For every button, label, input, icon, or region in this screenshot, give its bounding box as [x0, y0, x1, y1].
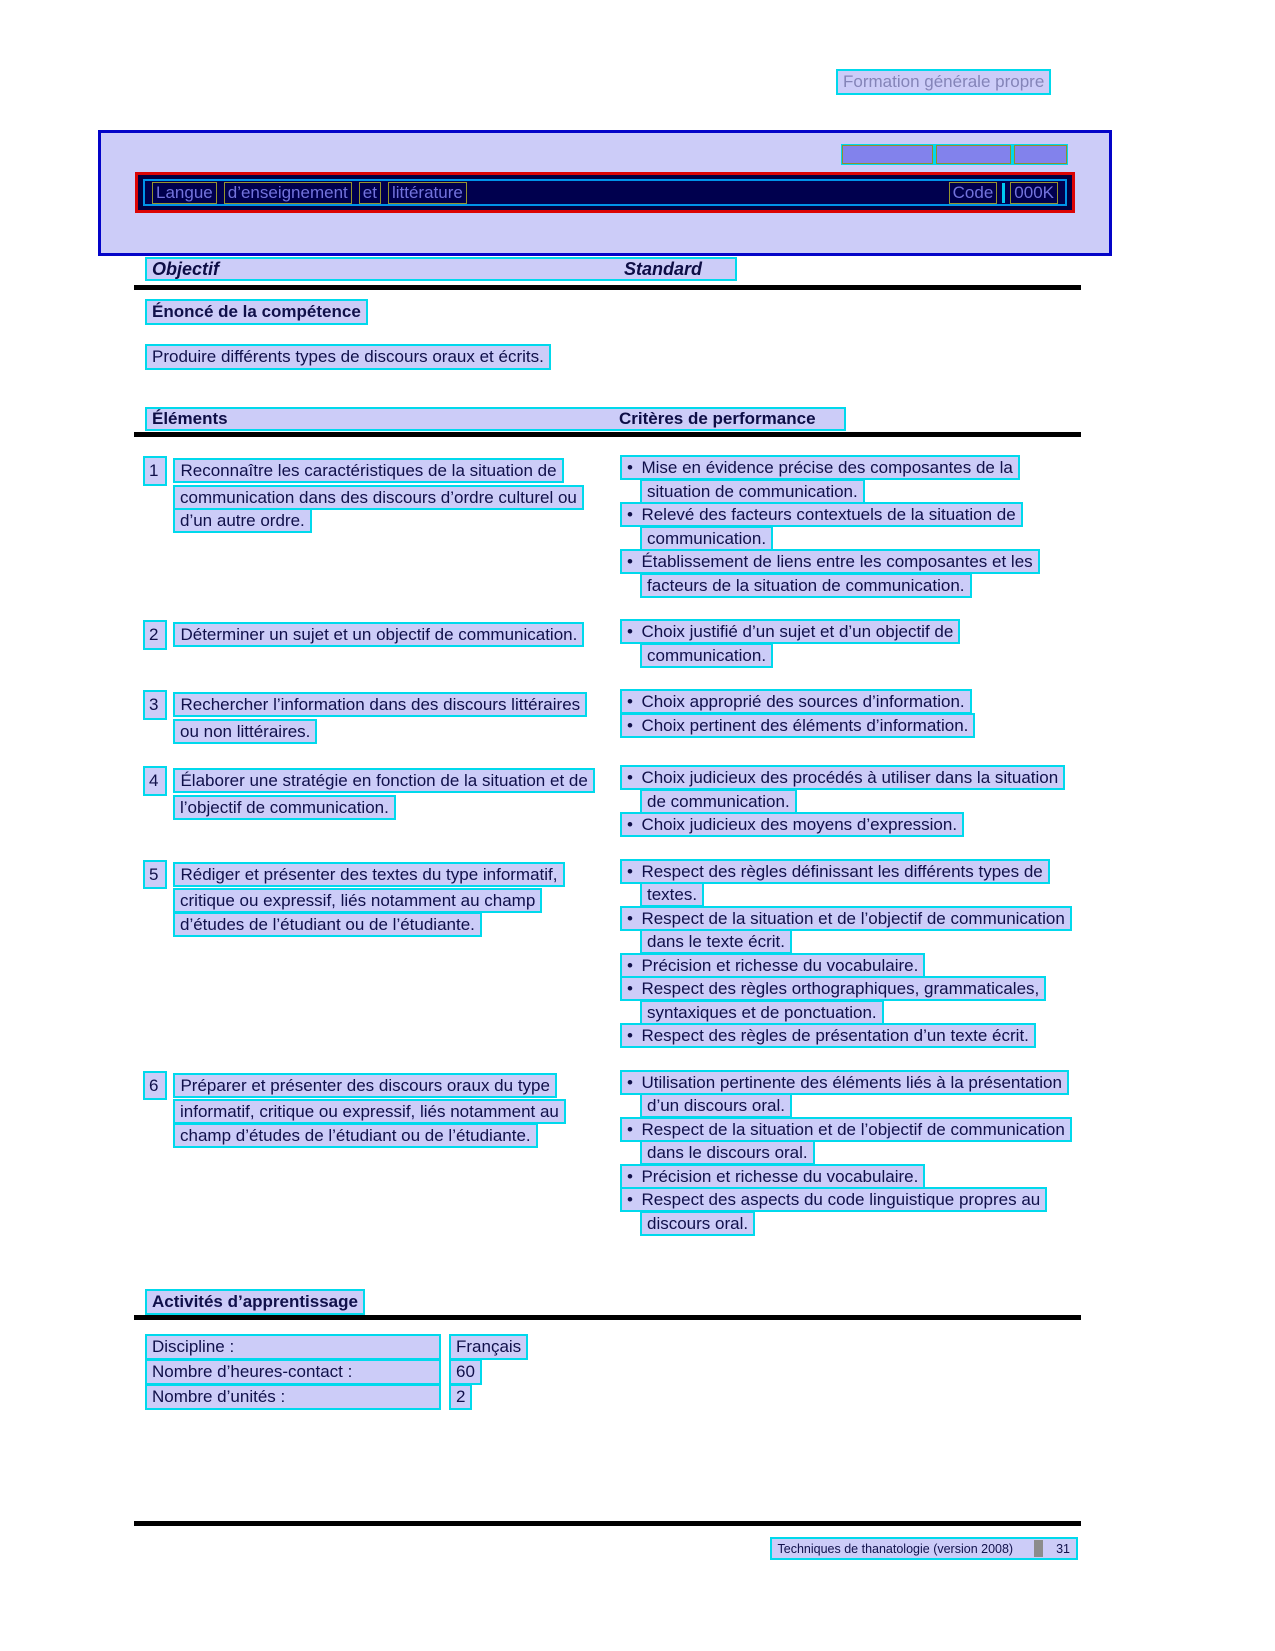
table-row [143, 620, 1083, 667]
criterion-text: • Respect de la situation et de l’objectif de communication dans le texte écrit. [620, 906, 1072, 955]
detail-label: Nombre d’heures-contact : [145, 1359, 441, 1385]
criterion [620, 550, 1080, 597]
table-row [143, 860, 1083, 1048]
row-number: 6 [143, 1071, 167, 1101]
objectif-standard-band [145, 257, 737, 281]
row-number: 3 [143, 690, 167, 720]
criterion-text: • Choix pertinent des éléments d’information. [620, 713, 975, 738]
criterion [620, 1071, 1080, 1118]
course-details [145, 1334, 528, 1409]
element-text: Rechercher l’information dans des discours littéraires ou non littéraires. [173, 692, 587, 744]
page-footer [770, 1537, 1078, 1560]
row-number: 4 [143, 766, 167, 796]
element-text: Reconnaître les caractéristiques de la situation de communication dans des discours d’ordre culturel ou d’un autre ordre. [173, 458, 584, 533]
criterion-text: • Respect de la situation et de l’objectif de communication dans le discours oral. [620, 1117, 1072, 1166]
criterion [620, 977, 1080, 1024]
criterion [620, 1118, 1080, 1165]
table-row [143, 690, 1083, 743]
element-cell [143, 620, 595, 667]
header-cells [841, 144, 1068, 165]
criterion [620, 1188, 1080, 1235]
table-row [143, 456, 1083, 597]
element-cell [143, 456, 595, 597]
criterion [620, 766, 1080, 813]
detail-row [145, 1334, 528, 1356]
header-cell [842, 145, 933, 164]
element-text: Préparer et présenter des discours oraux du type informatif, critique ou expressif, liés notamment au champ d’études de l’étudiant ou de l’étudiante. [173, 1073, 566, 1148]
header-cell [1014, 145, 1067, 164]
criterion-text: • Précision et richesse du vocabulaire. [620, 953, 925, 978]
criterion-text: • Respect des aspects du code linguistique propres au discours oral. [620, 1187, 1047, 1236]
table-row [143, 1071, 1083, 1236]
divider-rule [134, 432, 1081, 437]
footer-box [770, 1537, 1078, 1560]
criterion [620, 907, 1080, 954]
criterion [620, 1024, 1080, 1048]
element-text: Rédiger et présenter des textes du type informatif, critique ou expressif, liés notamment au champ d’études de l’étudiant ou de l’étudiante. [173, 862, 565, 937]
criterion [620, 456, 1080, 503]
criterion-text: • Mise en évidence précise des composantes de la situation de communication. [620, 455, 1020, 504]
criteria-list [620, 860, 1080, 1048]
divider-rule [134, 1315, 1081, 1320]
criteria-list [620, 1071, 1080, 1236]
criterion-text: • Établissement de liens entre les composantes et les facteurs de la situation de communication. [620, 549, 1040, 598]
title-word: littérature [388, 182, 467, 204]
element-text: Déterminer un sujet et un objectif de communication. [173, 622, 584, 647]
element-text: Élaborer une stratégie en fonction de la situation et de l’objectif de communication. [173, 768, 595, 820]
table-row [143, 766, 1083, 837]
criterion-text: • Relevé des facteurs contextuels de la situation de communication. [620, 502, 1023, 551]
standard-heading: Standard [624, 259, 703, 279]
criteres-heading: Critères de performance [619, 409, 816, 428]
title-word: Langue [152, 182, 217, 204]
code-value: 000K [1010, 182, 1058, 204]
footer-text: Techniques de thanatologie (version 2008) [777, 1541, 1014, 1556]
course-code [949, 182, 1058, 204]
criterion [620, 860, 1080, 907]
criterion-text: • Respect des règles de présentation d’un texte écrit. [620, 1023, 1036, 1048]
criterion-text: • Utilisation pertinente des éléments liés à la présentation d’un discours oral. [620, 1070, 1069, 1119]
footer-separator-bar [1034, 1540, 1043, 1557]
row-number: 1 [143, 456, 167, 486]
page-header-label: Formation générale propre [836, 69, 1051, 95]
criterion-text: • Choix judicieux des procédés à utiliser dans la situation de communication. [620, 765, 1065, 814]
criterion-text: • Choix approprié des sources d’information. [620, 689, 972, 714]
criterion [620, 1165, 1080, 1189]
criterion [620, 620, 1080, 667]
course-title-bar [135, 172, 1075, 213]
detail-row [145, 1384, 528, 1406]
title-word: d’enseignement [224, 182, 352, 204]
criterion-text: • Choix justifié d’un sujet et d’un objectif de communication. [620, 619, 960, 668]
criterion-text: • Choix judicieux des moyens d’expression. [620, 812, 964, 837]
criterion-text: • Respect des règles orthographiques, grammaticales, syntaxiques et de ponctuation. [620, 976, 1046, 1025]
criteria-list [620, 766, 1080, 837]
divider-rule [134, 1521, 1081, 1526]
criterion [620, 690, 1080, 714]
course-title-inner [143, 179, 1067, 206]
criterion [620, 503, 1080, 550]
element-cell [143, 1071, 595, 1236]
row-number: 5 [143, 860, 167, 890]
code-separator [1002, 183, 1005, 203]
enonce-text: Produire différents types de discours oraux et écrits. [145, 344, 551, 370]
course-header-box [98, 130, 1112, 256]
enonce-heading: Énoncé de la compétence [145, 299, 368, 325]
elements-table [143, 456, 1083, 1258]
detail-value: 60 [449, 1359, 482, 1385]
footer-page-number: 31 [1056, 1541, 1070, 1556]
row-number: 2 [143, 620, 167, 650]
element-cell [143, 766, 595, 837]
criteria-list [620, 456, 1080, 597]
divider-rule [134, 285, 1081, 290]
code-label: Code [949, 182, 998, 204]
detail-value: 2 [449, 1384, 472, 1410]
element-cell [143, 690, 595, 743]
criteria-list [620, 620, 1080, 667]
title-word: et [359, 182, 381, 204]
criterion-text: • Précision et richesse du vocabulaire. [620, 1164, 925, 1189]
element-cell [143, 860, 595, 1048]
detail-label: Nombre d’unités : [145, 1384, 441, 1410]
criterion-text: • Respect des règles définissant les différents types de textes. [620, 859, 1050, 908]
detail-row [145, 1359, 528, 1381]
activites-heading: Activités d’apprentissage [145, 1289, 365, 1315]
header-cell [936, 145, 1011, 164]
objectif-heading: Objectif [152, 259, 220, 279]
detail-value: Français [449, 1334, 528, 1360]
course-title [152, 182, 467, 204]
criteria-list [620, 690, 1080, 743]
criterion [620, 714, 1080, 738]
elements-heading: Éléments [152, 409, 228, 428]
elements-criteria-band [145, 407, 846, 431]
criterion [620, 813, 1080, 837]
criterion [620, 954, 1080, 978]
detail-label: Discipline : [145, 1334, 441, 1360]
